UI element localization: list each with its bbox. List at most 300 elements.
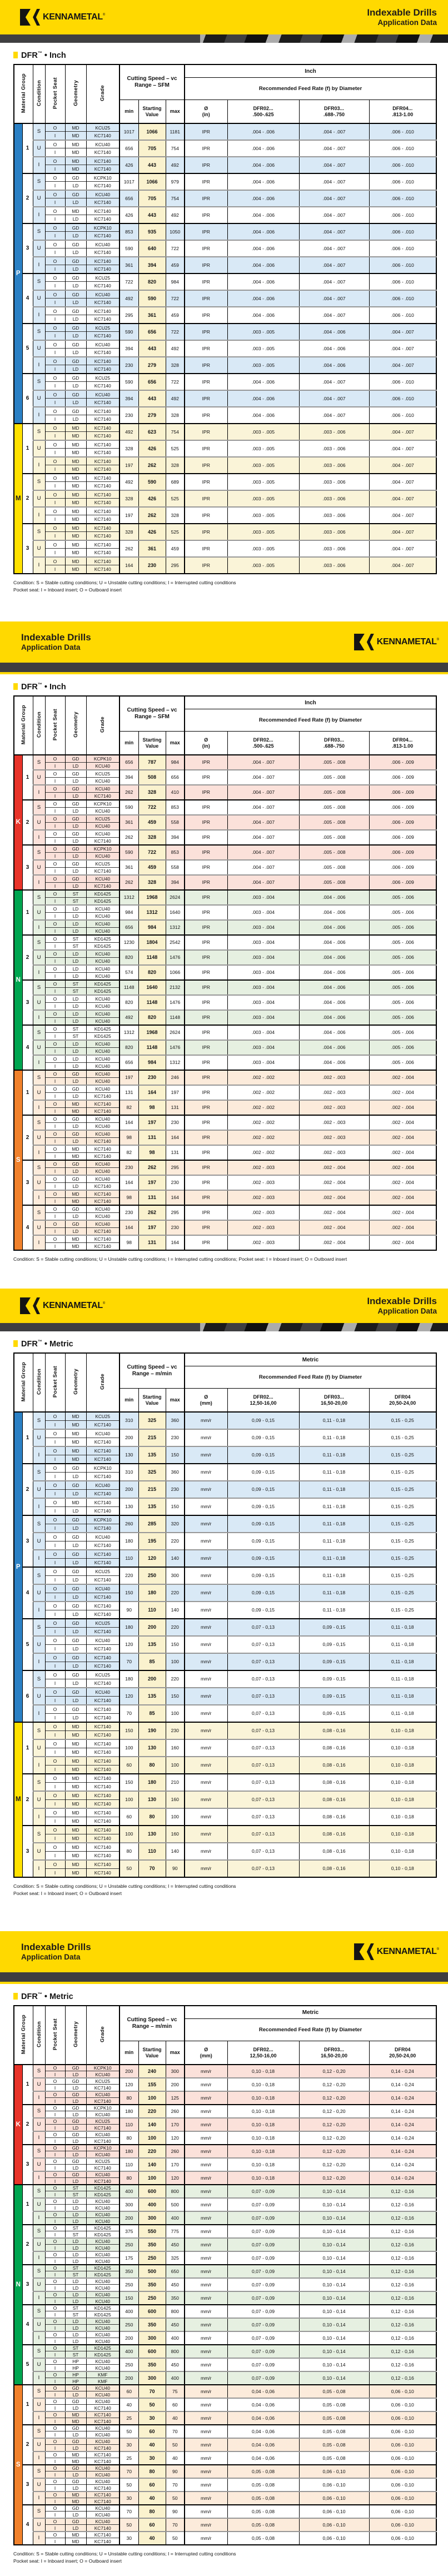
feed-rate-dfr04-cell: 0,15 - 0,25	[369, 1533, 436, 1550]
geometry-cell: LD	[65, 332, 86, 340]
feed-rate-dfr02-cell: .004 - .007	[227, 830, 299, 845]
geometry-cell: LD	[65, 265, 86, 273]
geometry-cell: ST	[65, 987, 86, 995]
data-row-S1-S	[14, 2385, 436, 2391]
speed-starting-value-cell: 328	[138, 875, 166, 890]
speed-starting-value-cell: 328	[138, 785, 166, 800]
data-row-K2-U	[14, 815, 436, 823]
material-group-number: 3	[22, 980, 33, 1025]
feed-rate-dfr03-cell: 0,06 - 0,10	[299, 2518, 369, 2532]
geometry-cell: LD	[65, 2205, 86, 2211]
pocket-seat-cell: O	[45, 1145, 65, 1153]
geometry-cell: LD	[65, 2325, 86, 2331]
pocket-seat-cell: O	[45, 980, 65, 988]
geometry-cell: LD	[65, 1137, 86, 1145]
feed-unit-cell: mm/r	[185, 2518, 227, 2532]
column-header-min: min	[120, 1389, 138, 1412]
speed-starting-value-cell: 300	[138, 2211, 166, 2225]
feed-rate-dfr02-cell: 0,04 - 0,06	[227, 2385, 299, 2398]
speed-min-cell: 656	[120, 755, 138, 770]
condition-cell: I	[33, 2251, 45, 2265]
speed-min-cell: 100	[120, 1739, 138, 1757]
grade-cell: KCU40	[86, 1688, 120, 1697]
speed-min-cell: 180	[120, 1619, 138, 1636]
grade-cell: KC7140	[86, 1593, 120, 1602]
pocket-seat-cell: O	[45, 357, 65, 365]
pocket-seat-cell: O	[45, 2465, 65, 2471]
geometry-cell: LD	[65, 382, 86, 390]
feed-unit-cell: IPR	[185, 307, 227, 324]
data-row-P2-S	[14, 1464, 436, 1473]
feed-rate-dfr02-cell: 0,07 - 0,09	[227, 2371, 299, 2385]
feed-rate-dfr04-cell: 0,12 - 0,16	[369, 2358, 436, 2371]
iso-section-letter: M	[15, 1796, 21, 1803]
grade-cell: KC7140	[86, 257, 120, 265]
feed-rate-dfr03-cell: .002 - .003	[299, 1115, 369, 1130]
column-header-condition: Condition	[33, 2006, 45, 2065]
speed-starting-value-cell: 443	[138, 390, 166, 407]
speed-min-cell: 656	[120, 1055, 138, 1070]
pocket-seat-cell: O	[45, 173, 65, 182]
speed-starting-value-cell: 426	[138, 490, 166, 507]
speed-max-cell: 1181	[166, 123, 185, 140]
grade-cell: KCU40	[86, 2245, 120, 2251]
speed-max-cell: 150	[166, 1688, 185, 1705]
geometry-cell: MD	[65, 157, 86, 165]
data-row-P3-U	[14, 1533, 436, 1541]
pocket-seat-cell: I	[45, 1002, 65, 1010]
geometry-cell: LD	[65, 867, 86, 875]
data-row-M3-I	[14, 557, 436, 565]
pocket-seat-cell: O	[45, 2532, 65, 2538]
feed-rate-dfr03-cell: 0,11 - 0,18	[299, 1446, 369, 1464]
trademark-symbol: ™	[37, 1992, 42, 1997]
pocket-seat-cell: O	[45, 2331, 65, 2338]
pocket-seat-cell: I	[45, 465, 65, 474]
condition-cell: U	[33, 490, 45, 507]
feed-unit-cell: mm/r	[185, 2251, 227, 2265]
speed-starting-value-cell: 220	[138, 2105, 166, 2118]
geometry-cell: MD	[65, 515, 86, 524]
feed-unit-cell: IPR	[185, 800, 227, 815]
speed-starting-value-cell: 426	[138, 440, 166, 457]
speed-starting-value-cell: 262	[138, 507, 166, 524]
pocket-seat-cell: O	[45, 1070, 65, 1078]
feed-unit-cell: IPR	[185, 1145, 227, 1160]
data-row-S2-U	[14, 1130, 436, 1138]
pocket-seat-cell: O	[45, 1843, 65, 1852]
column-header-dfr03: DFR03... 16,50-20,00	[299, 1389, 369, 1412]
data-row-P1-S	[14, 1412, 436, 1421]
speed-max-cell: 220	[166, 1533, 185, 1550]
geometry-cell: GD	[65, 407, 86, 415]
speed-starting-value-cell: 30	[138, 2411, 166, 2425]
speed-max-cell: 125	[166, 2091, 185, 2105]
feed-rate-dfr04-cell: .006 - .010	[369, 223, 436, 240]
column-header-geometry: Geometry	[65, 64, 86, 123]
speed-max-cell: 140	[166, 1602, 185, 1619]
pocket-seat-cell: O	[45, 2425, 65, 2431]
pocket-seat-cell: O	[45, 935, 65, 943]
condition-cell: S	[33, 2345, 45, 2358]
geometry-cell: GD	[65, 830, 86, 838]
data-row-M2-U	[14, 490, 436, 499]
geometry-cell: LD	[65, 2071, 86, 2078]
column-header-feed-rate: Recommended Feed Rate (f) by Diameter	[185, 709, 436, 732]
feed-rate-dfr02-cell: .003 - .004	[227, 965, 299, 980]
grade-cell: KCU40	[86, 2111, 120, 2118]
pocket-seat-cell: O	[45, 223, 65, 232]
geometry-cell: LD	[65, 1472, 86, 1481]
speed-min-cell: 200	[120, 2331, 138, 2345]
data-row-K3-I	[14, 2171, 436, 2178]
feed-unit-cell: mm/r	[185, 2318, 227, 2331]
pocket-seat-cell: I	[45, 1122, 65, 1130]
grade-cell: KC7140	[86, 157, 120, 165]
data-row-P5-S	[14, 1619, 436, 1628]
geometry-cell: MD	[65, 1498, 86, 1507]
geometry-cell: LD	[65, 1002, 86, 1010]
speed-min-cell: 230	[120, 407, 138, 424]
feed-rate-dfr02-cell: 0,04 - 0,06	[227, 2398, 299, 2411]
pocket-seat-cell: I	[45, 1730, 65, 1739]
feed-rate-dfr03-cell: 0,11 - 0,18	[299, 1550, 369, 1567]
feed-rate-dfr04-cell: 0,12 - 0,16	[369, 2238, 436, 2251]
condition-cell: I	[33, 2331, 45, 2345]
speed-max-cell: 800	[166, 2345, 185, 2358]
speed-max-cell: 459	[166, 257, 185, 273]
condition-cell: I	[33, 157, 45, 173]
data-row-P4-U	[14, 290, 436, 299]
feed-rate-dfr02-cell: 0,04 - 0,06	[227, 2425, 299, 2438]
pocket-seat-cell: I	[45, 942, 65, 950]
data-row-K1-I	[14, 2091, 436, 2098]
pocket-seat-cell: O	[45, 2198, 65, 2205]
geometry-cell: MD	[65, 1446, 86, 1455]
feed-rate-dfr02-cell: 0,05 - 0,08	[227, 2518, 299, 2532]
feed-rate-dfr03-cell: .002 - .004	[299, 1190, 369, 1205]
geometry-cell: GD	[65, 2385, 86, 2391]
material-group-number: 3	[22, 1160, 33, 1205]
pocket-seat-cell: I	[45, 332, 65, 340]
geometry-cell: GD	[65, 273, 86, 282]
pocket-seat-cell: O	[45, 307, 65, 315]
feed-rate-dfr02-cell: .003 - .004	[227, 935, 299, 950]
pocket-seat-cell: O	[45, 1636, 65, 1645]
grade-cell: KCU40	[86, 2205, 120, 2211]
pocket-seat-cell: O	[45, 1739, 65, 1748]
speed-starting-value-cell: 600	[138, 2185, 166, 2198]
pocket-seat-cell: O	[45, 1860, 65, 1869]
grade-cell: KCU40	[86, 1047, 120, 1055]
banner-titles	[367, 7, 437, 28]
application-data-table	[13, 695, 437, 1251]
speed-starting-value-cell: 1968	[138, 1025, 166, 1040]
feed-rate-dfr02-cell: .004 - .006	[227, 223, 299, 240]
geometry-cell: LD	[65, 1010, 86, 1018]
pocket-seat-cell: I	[45, 2271, 65, 2278]
data-row-P3-S	[14, 223, 436, 232]
data-row-P1-I	[14, 157, 436, 165]
feed-rate-dfr03-cell: .004 - .007	[299, 140, 369, 157]
speed-min-cell: 394	[120, 770, 138, 785]
material-group-number: 1	[22, 424, 33, 474]
speed-min-cell: 180	[120, 2145, 138, 2158]
condition-cell: S	[33, 123, 45, 140]
data-row-K2-U	[14, 2118, 436, 2125]
grade-cell: KC7140	[86, 1227, 120, 1235]
grade-cell: KCU40	[86, 2358, 120, 2365]
footnotes	[13, 1256, 448, 1263]
feed-rate-dfr02-cell: 0,07 - 0,09	[227, 2198, 299, 2211]
footnote-line: Condition: S = Stable cutting conditions; U = Unstable cutting conditions; I = Interrupted cutting conditions; Pocket seat: I = Inboard insert; O = Outboard insert	[13, 1256, 347, 1262]
geometry-cell: LD	[65, 882, 86, 890]
feed-unit-cell: mm/r	[185, 2478, 227, 2492]
geometry-cell: LD	[65, 2318, 86, 2325]
pocket-seat-cell: I	[45, 1438, 65, 1446]
column-header-material-group: Material Group	[14, 1353, 33, 1412]
data-row-P5-U	[14, 340, 436, 349]
speed-starting-value-cell: 1312	[138, 905, 166, 920]
data-row-P2-I	[14, 207, 436, 215]
condition-cell: S	[33, 2505, 45, 2518]
geometry-cell: MD	[65, 1739, 86, 1748]
feed-rate-dfr03-cell: .005 - .008	[299, 770, 369, 785]
speed-min-cell: 30	[120, 2492, 138, 2505]
speed-starting-value-cell: 140	[138, 2158, 166, 2171]
speed-starting-value-cell: 820	[138, 273, 166, 290]
product-family-name: DFR	[21, 1339, 38, 1349]
column-header-dfr02: DFR02... .500-.625	[227, 100, 299, 123]
pocket-seat-cell: I	[45, 215, 65, 223]
grade-cell: KCU40	[86, 807, 120, 815]
speed-min-cell: 150	[120, 2291, 138, 2305]
material-group-number: 4	[22, 1205, 33, 1250]
geometry-cell: GD	[65, 2425, 86, 2431]
unit-system-label: Inch	[49, 51, 66, 60]
material-group-number: 1	[22, 2385, 33, 2425]
data-row-P1-U	[14, 1429, 436, 1438]
pocket-seat-cell: I	[45, 2391, 65, 2398]
feed-unit-cell: IPR	[185, 1085, 227, 1100]
data-row-P1-I	[14, 1446, 436, 1455]
pocket-seat-cell: I	[45, 1489, 65, 1498]
feed-unit-cell: mm/r	[185, 2465, 227, 2478]
geometry-cell: GD	[65, 2505, 86, 2512]
feed-rate-dfr03-cell: .003 - .006	[299, 440, 369, 457]
feed-rate-dfr02-cell: .002 - .003	[227, 1235, 299, 1250]
iso-section-letter: P	[16, 1563, 21, 1570]
pocket-seat-cell: I	[45, 1662, 65, 1670]
speed-max-cell: 70	[166, 2425, 185, 2438]
pocket-seat-cell: O	[45, 1190, 65, 1198]
feed-rate-dfr03-cell: .004 - .006	[299, 340, 369, 357]
geometry-cell: GD	[65, 2171, 86, 2178]
speed-min-cell: 90	[120, 1602, 138, 1619]
feed-rate-dfr02-cell: 0,07 - 0,13	[227, 1688, 299, 1705]
column-header-dfr02: DFR02... .500-.625	[227, 732, 299, 755]
feed-rate-dfr03-cell: .004 - .007	[299, 240, 369, 257]
grade-cell: KCU40	[86, 2431, 120, 2438]
grade-cell: KCU25	[86, 2078, 120, 2085]
geometry-cell: MD	[65, 1774, 86, 1783]
geometry-cell: LD	[65, 2525, 86, 2532]
feed-rate-dfr04-cell: .004 - .007	[369, 357, 436, 374]
condition-cell: I	[33, 1235, 45, 1250]
speed-min-cell: 180	[120, 1670, 138, 1688]
speed-starting-value-cell: 80	[138, 2505, 166, 2518]
grade-cell: KD1425	[86, 2185, 120, 2191]
data-row-M2-U	[14, 1791, 436, 1800]
geometry-cell: MD	[65, 1412, 86, 1421]
grade-cell: KD1425	[86, 897, 120, 905]
material-group-number: 5	[22, 1619, 33, 1670]
feed-unit-cell: IPR	[185, 1160, 227, 1175]
speed-starting-value-cell: 350	[138, 2358, 166, 2371]
geometry-cell: LD	[65, 1506, 86, 1515]
pocket-seat-cell: O	[45, 207, 65, 215]
geometry-cell: MD	[65, 2411, 86, 2418]
grade-cell: KCU40	[86, 1085, 120, 1093]
condition-cell: S	[33, 1619, 45, 1636]
data-row-P6-S	[14, 374, 436, 382]
speed-min-cell: 1230	[120, 935, 138, 950]
feed-rate-dfr03-cell: 0,12 - 0,20	[299, 2145, 369, 2158]
geometry-cell: GD	[65, 1130, 86, 1138]
feed-rate-dfr02-cell: 0,07 - 0,13	[227, 1705, 299, 1722]
grade-cell: KCU40	[86, 2278, 120, 2285]
speed-max-cell: 328	[166, 457, 185, 474]
speed-min-cell: 375	[120, 2225, 138, 2238]
geometry-cell: LD	[65, 2125, 86, 2131]
feed-unit-cell: mm/r	[185, 1464, 227, 1481]
feed-rate-dfr04-cell: .006 - .010	[369, 257, 436, 273]
header-row	[14, 2006, 436, 2019]
table-header	[14, 64, 436, 123]
feed-rate-dfr03-cell: .002 - .003	[299, 1145, 369, 1160]
decor-stripe-bar	[0, 1323, 448, 1331]
feed-rate-dfr04-cell: 0,12 - 0,16	[369, 2251, 436, 2265]
feed-unit-cell: IPR	[185, 1190, 227, 1205]
speed-min-cell: 98	[120, 1130, 138, 1145]
pocket-seat-cell: I	[45, 1137, 65, 1145]
feed-rate-dfr02-cell: 0,07 - 0,13	[227, 1808, 299, 1826]
feed-rate-dfr03-cell: 0,09 - 0,15	[299, 1688, 369, 1705]
pocket-seat-cell: O	[45, 273, 65, 282]
grade-cell: KC7140	[86, 1472, 120, 1481]
feed-unit-cell: IPR	[185, 1070, 227, 1085]
geometry-cell: GD	[65, 307, 86, 315]
geometry-cell: LD	[65, 957, 86, 965]
feed-rate-dfr02-cell: 0,07 - 0,13	[227, 1757, 299, 1774]
speed-starting-value-cell: 328	[138, 830, 166, 845]
feed-unit-cell: IPR	[185, 340, 227, 357]
pocket-seat-cell: I	[45, 867, 65, 875]
geometry-cell: GD	[65, 875, 86, 883]
feed-rate-dfr02-cell: .003 - .005	[227, 557, 299, 574]
condition-cell: S	[33, 1722, 45, 1739]
speed-max-cell: 150	[166, 1446, 185, 1464]
grade-cell: KC7140	[86, 1100, 120, 1108]
condition-cell: I	[33, 2171, 45, 2185]
grade-cell: KC7140	[86, 1730, 120, 1739]
section-title	[13, 1992, 448, 2001]
pocket-seat-cell: O	[45, 830, 65, 838]
feed-rate-dfr03-cell: .002 - .004	[299, 1235, 369, 1250]
feed-unit-cell: mm/r	[185, 1412, 227, 1429]
speed-max-cell: 1312	[166, 920, 185, 935]
data-row-M1-I	[14, 1757, 436, 1766]
pocket-seat-cell: I	[45, 1506, 65, 1515]
feed-rate-dfr02-cell: .003 - .004	[227, 1010, 299, 1025]
grade-cell: KCPK10	[86, 2105, 120, 2111]
feed-rate-dfr03-cell: .003 - .006	[299, 474, 369, 490]
data-row-N3-U	[14, 2278, 436, 2285]
condition-cell: I	[33, 1498, 45, 1515]
geometry-cell: LD	[65, 2111, 86, 2118]
material-group-number: 2	[22, 2425, 33, 2465]
feed-rate-dfr02-cell: .004 - .006	[227, 240, 299, 257]
geometry-cell: MD	[65, 1860, 86, 1869]
speed-starting-value-cell: 350	[138, 2278, 166, 2291]
speed-min-cell: 80	[120, 2131, 138, 2145]
banner-subtitle: Application Data	[21, 1953, 81, 1962]
geometry-cell: MD	[65, 1455, 86, 1464]
feed-rate-dfr03-cell: .004 - .006	[299, 324, 369, 340]
data-row-P4-I	[14, 1602, 436, 1610]
data-row-M2-I	[14, 1808, 436, 1817]
grade-cell: KC7140	[86, 2458, 120, 2465]
speed-max-cell: 260	[166, 2105, 185, 2118]
grade-cell: KD1425	[86, 2225, 120, 2231]
feed-rate-dfr03-cell: .004 - .007	[299, 273, 369, 290]
grade-cell: KCU40	[86, 995, 120, 1003]
data-row-N1-U	[14, 905, 436, 913]
condition-cell: I	[33, 507, 45, 524]
speed-starting-value-cell: 262	[138, 1205, 166, 1220]
feed-rate-dfr04-cell: 0,14 - 0,24	[369, 2105, 436, 2118]
speed-min-cell: 230	[120, 1160, 138, 1175]
geometry-cell: GD	[65, 2105, 86, 2111]
feed-rate-dfr04-cell: .006 - .010	[369, 290, 436, 307]
geometry-cell: ST	[65, 890, 86, 898]
grade-cell: KC7140	[86, 1137, 120, 1145]
logo-chevron-icon	[32, 9, 40, 26]
speed-max-cell: 558	[166, 815, 185, 830]
data-row-N1-S	[14, 2185, 436, 2191]
grade-cell: KC7140	[86, 1679, 120, 1688]
footnote-line: Condition: S = Stable cutting conditions; U = Unstable cutting conditions; I = Interrupted cutting conditions	[13, 1883, 236, 1889]
grade-cell: KCU40	[86, 1429, 120, 1438]
pocket-seat-cell: I	[45, 1227, 65, 1235]
grade-cell: KCU40	[86, 2365, 120, 2371]
grade-cell: KC7140	[86, 1748, 120, 1757]
pocket-seat-cell: I	[45, 1817, 65, 1826]
feed-rate-dfr02-cell: 0,09 - 0,15	[227, 1446, 299, 1464]
geometry-cell: GD	[65, 1636, 86, 1645]
column-header-material-group: Material Group	[14, 2006, 33, 2065]
grade-cell: KC7140	[86, 549, 120, 557]
speed-max-cell: 131	[166, 1145, 185, 1160]
pocket-seat-cell: I	[45, 132, 65, 140]
grade-cell: KC7140	[86, 2492, 120, 2498]
feed-unit-cell: mm/r	[185, 1429, 227, 1446]
speed-max-cell: 160	[166, 1739, 185, 1757]
speed-starting-value-cell: 250	[138, 1567, 166, 1584]
feed-rate-dfr02-cell: .003 - .005	[227, 457, 299, 474]
feed-rate-dfr02-cell: 0,09 - 0,15	[227, 1550, 299, 1567]
material-group-number: 2	[22, 1774, 33, 1826]
